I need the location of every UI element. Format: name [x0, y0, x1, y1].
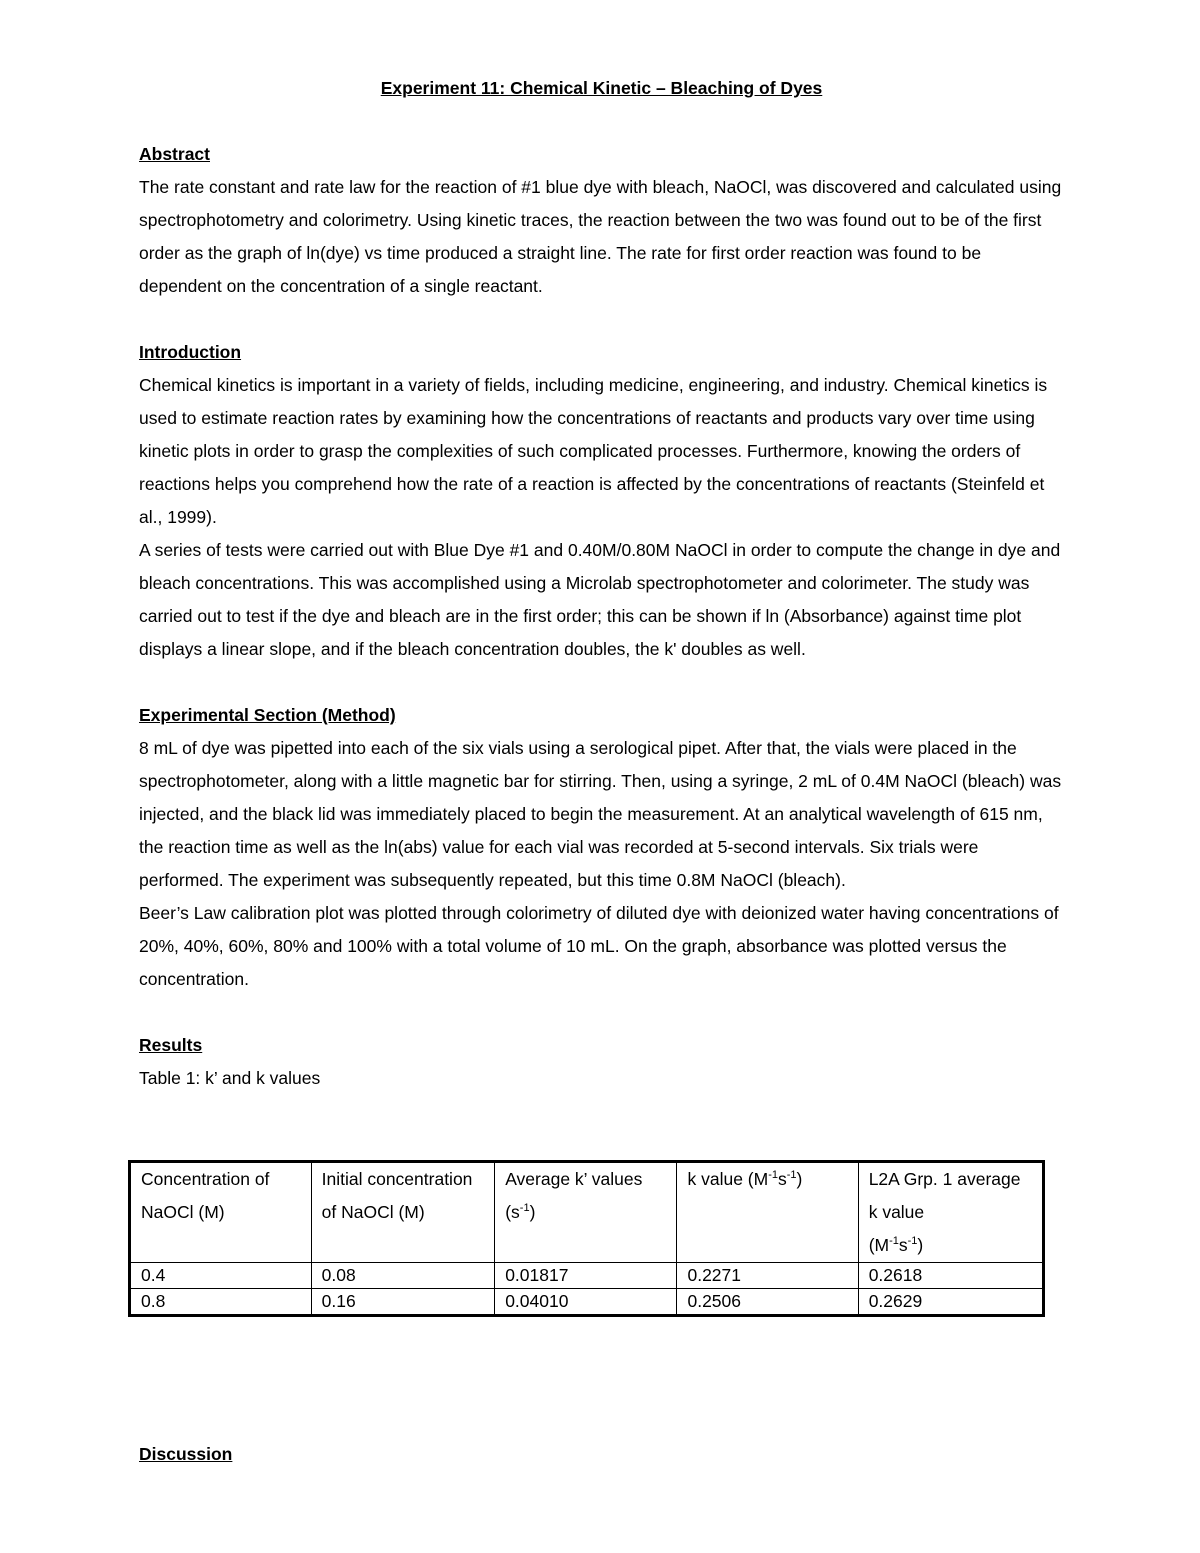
introduction-paragraph-2: A series of tests were carried out with Blue Dye #1 and 0.40M/0.80M NaOCl in order to compute the change in dye and bleach concentrations. This was accomplished using a Microlab spectrophotometer and colorimeter. The study was carried out to test if the dye and bleach are in the first order; this can be shown if ln (Absorbance) against time plot displays a linear slope, and if the bleach concentration doubles, the k' doubles as well.: [139, 540, 1061, 659]
spacer: [139, 666, 1064, 699]
header-average-k-prime: Average k’ values $(s^{-1})$: [495, 1162, 677, 1263]
header-group-average-k: L2A Grp. 1 average k value $(M^{-1}s^{-1})$: [858, 1162, 1043, 1263]
abstract-text: The rate constant and rate law for the reaction of #1 blue dye with bleach, NaOCl, was discovered and calculated using spectrophotometry and colorimetry. Using kinetic traces, the reaction between the two was found out to be of the first order as the graph of ln(dye) vs time produced a straight line. The rate for first order reaction was found to be dependent on the concentration of a single reactant.: [139, 177, 1062, 296]
table-cell: 0.2271: [677, 1263, 858, 1289]
header-k-value: k value $(M^{-1}s^{-1})$: [677, 1162, 858, 1263]
table-row: [130, 1263, 1044, 1289]
spacer: [139, 303, 1064, 336]
introduction-heading: Introduction: [139, 342, 242, 362]
document-title: Experiment 11: Chemical Kinetic – Bleaching of Dyes: [380, 78, 823, 98]
results-heading: Results: [139, 1035, 203, 1055]
header-initial-concentration: Initial concentration of NaOCl (M): [311, 1162, 495, 1263]
table-header-row: [130, 1162, 1044, 1263]
introduction-paragraph-1: Chemical kinetics is important in a variety of fields, including medicine, engineering, and industry. Chemical kinetics is used to estimate reaction rates by examining how the concentrations of reactants and products vary over time using kinetic plots in order to grasp the complexities of such complicated processes. Furthermore, knowing the orders of reactions helps you comprehend how the rate of a reaction is affected by the concentrations of reactants (Steinfeld et al., 1999).: [139, 375, 1048, 527]
document-page: [139, 72, 1064, 1464]
abstract-heading: Abstract: [139, 144, 210, 164]
table-cell: 0.2506: [677, 1289, 858, 1316]
method-heading: Experimental Section (Method): [139, 705, 396, 725]
table-cell: 0.2629: [858, 1289, 1043, 1316]
table-cell: 0.4: [130, 1263, 312, 1289]
table-cell: 0.08: [311, 1263, 495, 1289]
method-paragraph-1: 8 mL of dye was pipetted into each of the six vials using a serological pipet. After that, the vials were placed in the spectrophotometer, along with a little magnetic bar for stirring. Then, using a syringe, 2 mL of 0.4M NaOCl (bleach) was injected, and the black lid was immediately placed to begin the measurement. At an analytical wavelength of 615 nm, the reaction time as well as the ln(abs) value for each vial was recorded at 5-second intervals. Six trials were performed. The experiment was subsequently repeated, but this time 0.8M NaOCl (bleach).: [139, 738, 1062, 890]
table-cell: 0.8: [130, 1289, 312, 1316]
table-cell: 0.04010: [495, 1289, 677, 1316]
discussion-heading: Discussion: [139, 1444, 233, 1464]
method-paragraph-2: Beer’s Law calibration plot was plotted through colorimetry of diluted dye with deionized water having concentrations of 20%, 40%, 60%, 80% and 100% with a total volume of 10 mL. On the graph, absorbance was plotted versus the concentration.: [139, 903, 1059, 989]
table-row: [130, 1289, 1044, 1316]
results-table: [128, 1160, 1045, 1317]
table-cell: 0.16: [311, 1289, 495, 1316]
table-cell: 0.01817: [495, 1263, 677, 1289]
table-caption: Table 1: k’ and k values: [139, 1068, 321, 1088]
table-cell: 0.2618: [858, 1263, 1043, 1289]
header-concentration: Concentration of NaOCl (M): [130, 1162, 312, 1263]
spacer: [139, 996, 1064, 1029]
